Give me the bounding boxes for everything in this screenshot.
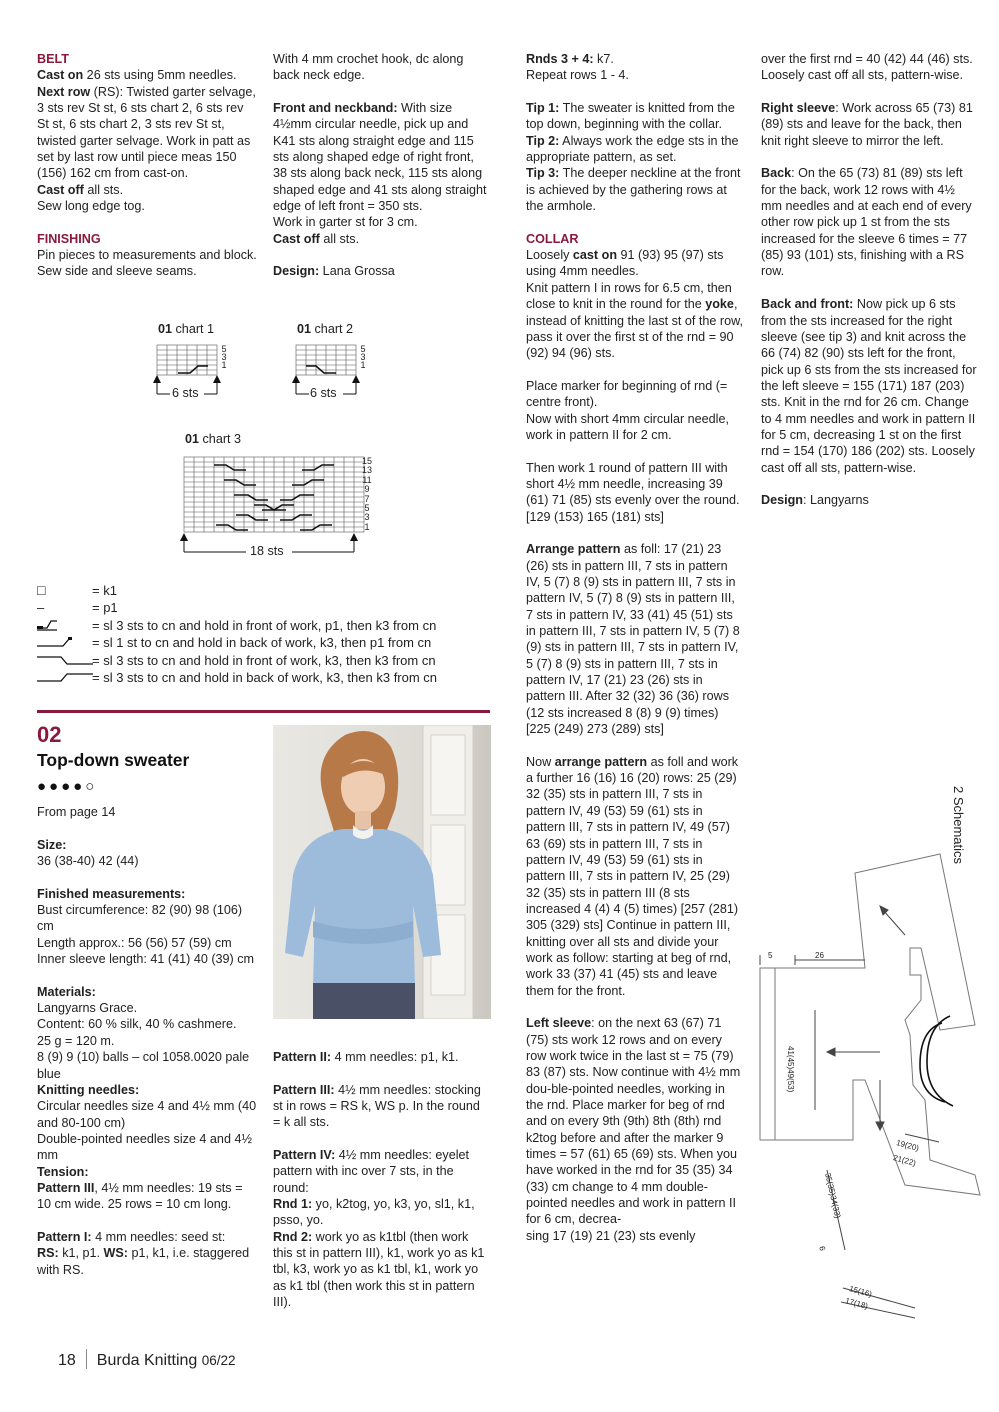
bust-measure: Bust circumference: 82 (90) 98 (106) cm: [37, 903, 243, 934]
page-number: 18: [58, 1352, 76, 1369]
back-front-text: Back and front: Now pick up 6 sts from the sts increased for the right sleeve (see tip 3) and knit across the 66 (74) 82 (90) sts left for the front, pick up 6 sts from the sts increased for the left sleeve = 155 (171) 187 (203) sts. Knit in the rnd for 26 cm. Change to 4 mm needles and work in pattern II for 5 cm, decreasing 1 st on the first rnd = 154 (170) 186 (202) sts. Loosely cast off all sts, pattern-wise.: [761, 297, 977, 475]
schem-dim-35: 35(35)34(33): [823, 1172, 843, 1220]
pattern-number: 02: [37, 722, 62, 747]
chart-3-title: 01 chart 3: [185, 432, 242, 446]
cable-front-p1-icon: [37, 617, 97, 634]
chart-2-row-numbers: 5 3 1: [360, 344, 366, 370]
left-sleeve-end: sing 17 (19) 21 (23) sts evenly: [526, 1228, 696, 1243]
footer-separator: [86, 1349, 87, 1369]
chart-1-title: 01 chart 1: [158, 322, 215, 336]
belt-next-row: Next row (RS): Twisted garter selvage, 3 sts rev St st, 6 sts chart 2, 6 sts rev St st, 6 sts chart 2, 3 sts rev St st, twisted garter selvage. Work in patt as set by last row until piece meas 150 (156) 162 cm from cast-on.: [37, 84, 256, 181]
schem-dim-41: 41(45)49(53): [786, 1046, 795, 1093]
chart-2-stitch-count: 6 sts: [310, 386, 337, 400]
collar-cast-on: Loosely cast on 91 (93) 95 (97) sts using 4mm needles.: [526, 248, 724, 279]
col-patterns: [273, 1049, 488, 1311]
finishing-heading: FINISHING: [37, 231, 101, 246]
place-marker: Place marker for beginning of rnd (= centre front).: [526, 378, 728, 410]
short-needle: Now with short 4mm circular needle, work in pattern II for 2 cm.: [526, 411, 729, 442]
from-page: From page 14: [37, 805, 116, 819]
schem-dim-26: 26: [815, 951, 824, 960]
p1-symbol-icon: –: [37, 600, 45, 616]
belt-cast-off: Cast off all sts.: [37, 182, 124, 197]
schem-dim-17: 17(18): [844, 1296, 869, 1311]
cable-front-k3-icon: [37, 652, 97, 669]
size-label: Size:: [37, 837, 67, 852]
belt-cast-on: Cast on 26 sts using 5mm needles.: [37, 68, 237, 83]
design-credit: Design: Lana Grossa: [273, 264, 395, 279]
pattern-title: Top-down sweater: [37, 750, 190, 770]
chart-2-title: 01 chart 2: [297, 322, 354, 336]
front-neckband-text: Front and neckband: With size 4½mm circular needle, pick up and K41 sts along straight edge and 115 sts along shaped edge of right front, 38 sts along back neck, 115 sts along shaped edge and 41 sts along straight edge of left front = 350 sts.: [273, 101, 487, 214]
back-text: Back: On the 65 (73) 81 (89) sts left for the back, work 12 rows with 4½ mm needles and at each end of every other row pick up 1 st from the sts increased for the sleeve 6 times = 77 (85) 93 (101) sts, finishing with a RS row.: [761, 166, 972, 279]
schematics-tab: 2 Schematics: [951, 786, 966, 865]
materials-weight: 25 g = 120 m.: [37, 1033, 115, 1048]
sleeve-measure: Inner sleeve length: 41 (41) 40 (39) cm: [37, 952, 255, 967]
schem-dim-21: 21(22): [892, 1153, 917, 1168]
schem-dim-6: 6: [817, 1245, 828, 1252]
schem-dim-19: 19(20): [895, 1138, 920, 1153]
garter-text: Work in garter st for 3 cm.: [273, 215, 418, 230]
col-front-neckband: [273, 51, 488, 280]
section-divider: [37, 710, 490, 713]
k1-symbol-icon: □: [37, 582, 46, 598]
repeat-rows: Repeat rows 1 - 4.: [526, 68, 629, 83]
chart-1-row-numbers: 5 3 1: [221, 344, 227, 370]
sleeve-cast-off: over the first rnd = 40 (42) 44 (46) sts. Loosely cast off all sts, pattern-wise.: [761, 52, 973, 83]
difficulty-rating: ●●●●○: [37, 778, 98, 795]
col-sweater-specs: [37, 804, 257, 1278]
schem-dim-5: 5: [768, 951, 773, 960]
right-sleeve: Right sleeve: Work across 65 (73) 81 (89) sts and leave for the back, then knit right sleeve to mirror the left.: [761, 101, 973, 148]
tip-1: Tip 1: The sweater is knitted from the top down, beginning with the collar.: [526, 101, 735, 132]
issue-number: 06/22: [201, 1353, 236, 1368]
collar-heading: COLLAR: [526, 231, 579, 246]
needles-circular: Circular needles size 4 and 4½ mm (40 and 80-100 cm): [37, 1099, 257, 1130]
finishing-text-2: Sew side and sleeve seams.: [37, 264, 197, 279]
magazine-name: Burda Knitting: [96, 1352, 198, 1369]
size-values: 36 (38-40) 42 (44): [37, 854, 139, 869]
round-2-text: Rnd 2: work yo as k1tbl (then work this st in pattern III), k1, work yo as k1 tbl, k3, work yo as k1 tbl, k1, work yo as k1 tbl (then work this st in pattern III).: [273, 1229, 485, 1310]
finishing-text: Pin pieces to measurements and block.: [37, 248, 257, 263]
collar-yoke: Knit pattern I in rows for 6.5 cm, then close to knit in the round for the yoke, instead of knitting the last st of the row, pass it over the first st of the rnd = 90 (92) 94 (96) sts.: [526, 280, 744, 361]
chart-3-stitch-count: 18 sts: [250, 544, 284, 558]
materials-yarn: Langyarns Grace.: [37, 1001, 138, 1016]
rounds-3-4: Rnds 3 + 4: k7.: [526, 52, 614, 66]
belt-sew: Sew long edge tog.: [37, 199, 145, 214]
needles-dpn: Double-pointed needles size 4 and 4½ mm: [37, 1131, 252, 1163]
belt-heading: BELT: [37, 52, 69, 66]
col-collar-yoke: [526, 51, 744, 1244]
pattern-3-text: Pattern III: 4½ mm needles: stocking st in rows = RS k, WS p. In the round = k all sts.: [273, 1082, 481, 1130]
materials-label: Materials:: [37, 984, 96, 999]
tip-3: Tip 3: The deeper neckline at the front is achieved by the gathering rows at the armhole.: [526, 166, 741, 214]
col-belt-finishing: [37, 51, 257, 280]
pattern-4-text: Pattern IV: 4½ mm needles: eyelet pattern with inc over 7 sts, in the round:: [273, 1148, 470, 1195]
crochet-hook-text: With 4 mm crochet hook, dc along back neck edge.: [273, 52, 464, 83]
chart-3-row-numbers: 15 13 11 9 7 5 3 1: [361, 456, 372, 532]
round-increase: Then work 1 round of pattern III with short 4½ mm needle, increasing 39 (61) 71 (85) sts evenly over the round. [129 (153) 165 (181) sts]: [526, 460, 740, 524]
tension-text: Pattern III, 4½ mm needles: 19 sts = 10 cm wide. 25 rows = 10 cm long.: [37, 1180, 243, 1212]
tip-2: Tip 2: Always work the edge sts in the appropriate pattern, as set.: [526, 133, 739, 165]
needles-label: Knitting needles:: [37, 1082, 140, 1097]
col-sleeve-back: [761, 51, 979, 509]
cable-back-k3-k3-icon: [37, 669, 97, 686]
measurements-label: Finished measurements:: [37, 886, 186, 901]
pattern-1-text: Pattern I: 4 mm needles: seed st: RS: k1, p1. WS: p1, k1, i.e. staggered with RS.: [37, 1229, 250, 1277]
round-1-text: Rnd 1: yo, k2tog, yo, k3, yo, sl1, k1, psso, yo.: [273, 1197, 475, 1228]
cable-back-k3-icon: [37, 634, 97, 651]
cast-off-text: Cast off all sts.: [273, 231, 360, 246]
schem-dim-15: 15(16): [848, 1284, 873, 1299]
arrange-pattern-2: Now arrange pattern as foll and work a further 16 (16) 16 (20) rows: 25 (29) 32 (35) sts in pattern III, 7 sts in pattern IV, 49 (53) 59 (61) sts in pattern III, 7 sts in pattern IV, 49 (57) 63 (69) sts in pattern III, 7 sts in pattern IV, 49 (53) 59 (61) sts in pattern III, 7 sts in pattern IV, 25 (29) 32 (35) sts in pattern III (8 sts increased 4 (4) 4 (5) times) [257 (281) 305 (329) sts] Continue in pattern III, knitting over all sts and divide your work as follow: starting at beg of rnd, work 33 (37) 41 (45) sts and leave them for the front.: [526, 754, 739, 998]
page-footer: [58, 1349, 236, 1370]
chart-1-stitch-count: 6 sts: [172, 386, 199, 400]
length-measure: Length approx.: 56 (56) 57 (59) cm: [37, 935, 232, 950]
arrange-pattern: Arrange pattern as foll: 17 (21) 23 (26) sts in pattern III, 7 sts in pattern IV, 5 (7) 8 (9) sts in pattern III, 7 sts in pattern IV, 5 (7) 8 (9) sts in pattern III, 7 sts in pattern IV, 33 (41) 45 (51) sts in pattern III, 7 sts in pattern IV, 5 (7) 8 (9) sts in pattern III, 7 sts in pattern IV, 5 (7) 8 (9) sts in pattern III, 7 sts in pattern IV, 17 (21) 23 (26) sts in pattern III. After 32 (32) 36 (36) rows (12 sts increased 8 (8) 9 (9) times) [225 (249) 273 (289) sts]: [526, 542, 740, 737]
materials-content: Content: 60 % silk, 40 % cashmere.: [37, 1017, 237, 1032]
tension-label: Tension:: [37, 1164, 89, 1179]
left-sleeve: Left sleeve: on the next 63 (67) 71 (75) sts work 12 rows and on every row work twice in the last st = 75 (79) 83 (87) sts. Now continue with 4½ mm dou-ble-pointed needles, working in the rnd. Place marker for beg of rnd and on every 9th (9th) 8th (8th) rnd k2tog before and after the marker 9 times = 57 (61) 65 (69) sts. When you have worked in the rnd for 35 (35) 34 (33) cm change to 4 mm double-pointed needles and work in pattern II for 6 cm, decrea-: [526, 1016, 741, 1227]
sweater-photo: [273, 725, 491, 1019]
design-credit-2: Design: Langyarns: [761, 493, 869, 508]
materials-balls: 8 (9) 9 (10) balls – col 1058.0020 pale blue: [37, 1050, 250, 1081]
pattern-2-text: Pattern II: 4 mm needles: p1, k1.: [273, 1050, 459, 1064]
